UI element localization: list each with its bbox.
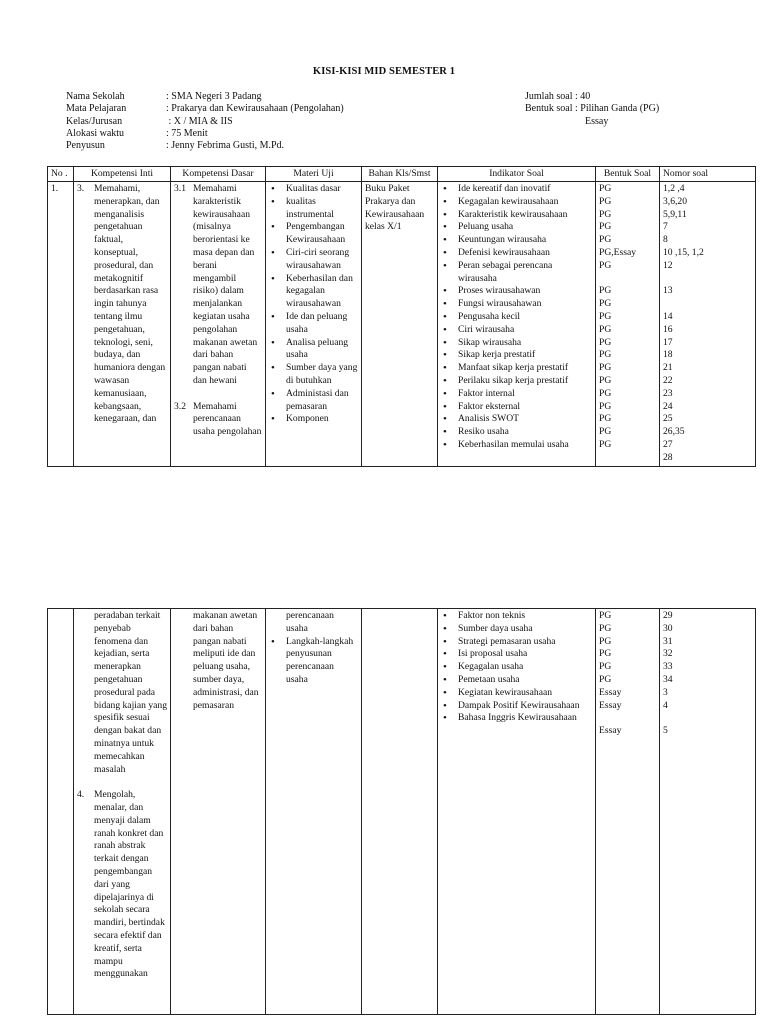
info-label: Alokasi waktu: [66, 127, 125, 139]
nomor-value: 31: [663, 635, 673, 647]
nomor-cell: [660, 182, 756, 467]
materi-item: • Ciri-ciri seorang wirausahawan: [269, 247, 358, 273]
indikator-item: • Resiko usaha: [441, 426, 592, 439]
grid-table-part-1: [47, 166, 756, 467]
row-number: [48, 609, 74, 1015]
info-label: Kelas/Jurusan: [66, 115, 123, 127]
materi-item: • Ide dan peluang usaha: [269, 311, 358, 337]
indikator-item: • Faktor eksternal: [441, 401, 592, 414]
nomor-value: 16: [663, 323, 673, 335]
table-row: [48, 609, 756, 1015]
indikator-item: • Bahasa Inggris Kewirausahaan: [441, 712, 592, 725]
bentuk-value: PG: [599, 622, 612, 634]
info-label: Mata Pelajaran: [66, 103, 127, 115]
ki-cell: [74, 609, 171, 1015]
indikator-item: • Pengusaha kecil: [441, 311, 592, 324]
nomor-value: 4: [663, 699, 668, 711]
nomor-value: 27: [663, 438, 673, 450]
indikator-list: [441, 610, 592, 725]
exam-info: [525, 91, 659, 128]
bahan-cell: Buku Paket Prakarya dan Kewirausahaan kelas X/1: [362, 182, 438, 467]
nomor-value: 22: [663, 374, 673, 386]
header-ki: Kompetensi Inti: [74, 167, 171, 182]
nomor-value: 3: [663, 686, 668, 698]
row-number: 1.: [48, 182, 74, 467]
info-row-class: [66, 116, 344, 128]
indikator-item: • Karakteristik kewirausahaan: [441, 209, 592, 222]
kd-number: 3.1: [174, 183, 186, 194]
nomor-value: 14: [663, 310, 673, 322]
bentuk-value: Essay: [599, 686, 622, 698]
header-indikator: Indikator Soal: [438, 167, 596, 182]
bentuk-value: PG: [599, 349, 612, 361]
materi-item: • Komponen: [269, 413, 358, 426]
bentuk-value: PG: [599, 285, 612, 297]
indikator-item: • Pemetaan usaha: [441, 674, 592, 687]
materi-item: • Keberhasilan dan kegagalan wirausahawan: [269, 273, 358, 311]
nomor-value: 28: [663, 451, 673, 463]
bentuk-value: PG: [599, 208, 612, 220]
materi-list: [269, 183, 358, 426]
info-row-subject: [66, 103, 344, 115]
bentuk-value: PG: [599, 610, 612, 621]
indikator-item: • Isi proposal usaha: [441, 648, 592, 661]
info-label: Nama Sekolah: [66, 91, 125, 102]
nomor-value: 7: [663, 221, 668, 233]
table-row: [48, 182, 756, 467]
info-value: : SMA Negeri 3 Padang: [166, 91, 262, 102]
bentuk-value: PG: [599, 221, 612, 233]
indikator-item: • Peran sebagai perencana wirausaha: [441, 260, 592, 286]
indikator-item: • Faktor internal: [441, 388, 592, 401]
indikator-item: • Fungsi wirausahawan: [441, 298, 592, 311]
bentuk-value: PG: [599, 426, 612, 438]
bentuk-value: PG: [599, 661, 612, 673]
nomor-value: 34: [663, 673, 673, 685]
bentuk-value: PG: [599, 234, 612, 246]
document-title: KISI-KISI MID SEMESTER 1: [312, 66, 456, 77]
bentuk-value: [599, 273, 656, 286]
header-no: No .: [48, 167, 74, 182]
header-materi: Materi Uji: [266, 167, 362, 182]
indikator-item: • Defenisi kewirausahaan: [441, 247, 592, 260]
bentuk-value: PG: [599, 387, 612, 399]
bentuk-cell: [596, 609, 660, 1015]
bentuk-value: [599, 712, 656, 725]
bentuk-list: [599, 610, 656, 738]
indikator-item: • Manfaat sikap kerja prestatif: [441, 362, 592, 375]
bentuk-value: PG: [599, 635, 612, 647]
nomor-value: [663, 298, 752, 311]
ki-cell: [74, 182, 171, 467]
bentuk-value: PG: [599, 298, 612, 310]
info-label: Penyusun: [66, 140, 105, 152]
kd-text: Memahami karakteristik kewirausahaan (misalnya berorientasi ke masa depan dan berani mengambil risiko) dalam menjalankan kegiatan usaha pengolahan makanan awetan dari bahan pangan nabati dan hewani: [193, 183, 258, 386]
header-bentuk: Bentuk Soal: [596, 167, 660, 182]
nomor-value: 30: [663, 622, 673, 634]
ki-text: Memahami, menerapkan, dan menganalisis pengetahuan faktual, konseptual, prosedural, dan metakognitif berdasarkan rasa ingin tahunya tentang ilmu pengetahuan, teknologi, seni, budaya, dan humaniora dengan wawasan kemanusiaan, kebangsaan, kenegaraan, dan: [94, 183, 166, 425]
bentuk-cell: [596, 182, 660, 467]
header-nomor: Nomor soal: [660, 167, 756, 182]
kd-cell: [171, 609, 266, 1015]
bentuk-value: PG: [599, 438, 612, 450]
nomor-value: [663, 712, 752, 725]
indikator-item: • Analisis SWOT: [441, 413, 592, 426]
info-row-school: [66, 91, 344, 103]
ki-number: 3.: [77, 183, 85, 194]
nomor-value: 5,9,11: [663, 208, 687, 220]
nomor-value: 18: [663, 349, 673, 361]
nomor-value: 8: [663, 234, 668, 246]
materi-list: [269, 636, 358, 687]
nomor-value: 10 ,15, 1,2: [663, 246, 704, 258]
indikator-item: • Keuntungan wirausaha: [441, 234, 592, 247]
materi-item: • Kualitas dasar: [269, 183, 358, 196]
info-value: : Jenny Febrima Gusti, M.Pd.: [166, 140, 285, 152]
bentuk-value: PG: [599, 310, 612, 322]
bentuk-value: Essay: [599, 699, 622, 711]
nomor-list: [663, 183, 752, 465]
nomor-value: 25: [663, 413, 673, 425]
bentuk-value: PG: [599, 413, 612, 425]
bahan-cell: [362, 609, 438, 1015]
bentuk-value: PG: [599, 400, 612, 412]
bentuk-value: PG,Essay: [599, 246, 637, 258]
indikator-item: • Kegiatan kewirausahaan: [441, 687, 592, 700]
bentuk-value: PG: [599, 673, 612, 685]
question-type: Bentuk soal : Pilihan Ganda (PG): [525, 103, 660, 115]
grid-table-part-2: [47, 608, 756, 1015]
nomor-value: 33: [663, 661, 673, 673]
nomor-value: 29: [663, 610, 673, 621]
bentuk-value: PG: [599, 323, 612, 335]
materi-text: perencanaan usaha: [286, 610, 334, 634]
indikator-cell: [438, 609, 596, 1015]
indikator-item: • Keberhasilan memulai usaha: [441, 439, 592, 452]
materi-item: • Pengembangan Kewirausahaan: [269, 221, 358, 247]
kd-cell: [171, 182, 266, 467]
nomor-value: [663, 273, 752, 286]
info-row-author: [66, 140, 344, 152]
nomor-value: 24: [663, 400, 673, 412]
bentuk-value: PG: [599, 183, 612, 194]
header-bahan: Bahan Kls/Smst: [362, 167, 438, 182]
bentuk-value: PG: [599, 259, 612, 271]
bentuk-value: Essay: [599, 725, 622, 737]
indikator-item: • Peluang usaha: [441, 221, 592, 234]
materi-item: • Sumber daya yang di butuhkan: [269, 362, 358, 388]
indikator-item: • Ciri wirausaha: [441, 324, 592, 337]
kd-text: makanan awetan dari bahan pangan nabati meliputi ide dan peluang usaha, sumber daya, administrasi, dan pemasaran: [193, 610, 259, 711]
info-value: : 75 Menit: [166, 127, 208, 139]
indikator-item: • Sikap kerja prestatif: [441, 349, 592, 362]
indikator-item: • Kegagalan usaha: [441, 661, 592, 674]
kd-text: Memahami perencanaan usaha pengolahan: [193, 400, 262, 438]
nomor-value: 3,6,20: [663, 195, 687, 207]
indikator-item: • Perilaku sikap kerja prestatif: [441, 375, 592, 388]
bentuk-value: PG: [599, 336, 612, 348]
nomor-list: [663, 610, 752, 738]
school-info: [66, 91, 344, 152]
indikator-item: • Kegagalan kewirausahaan: [441, 196, 592, 209]
indikator-item: • Faktor non teknis: [441, 610, 592, 623]
question-type-essay: Essay: [585, 115, 609, 127]
nomor-value: 1,2 ,4: [663, 183, 685, 194]
nomor-value: 12: [663, 259, 673, 271]
materi-cell: [266, 182, 362, 467]
ki-text: Mengolah, menalar, dan menyaji dalam ranah konkret dan ranah abstrak terkait dengan pengembangan dari yang dipelajarinya di sekolah secara mandiri, bertindak secara efektif dan kreatif, serta mampu menggunakan: [94, 789, 165, 980]
indikator-list: [441, 183, 592, 452]
nomor-value: 17: [663, 336, 673, 348]
nomor-value: 23: [663, 387, 673, 399]
materi-item: • Analisa peluang usaha: [269, 337, 358, 363]
nomor-cell: [660, 609, 756, 1015]
bentuk-value: PG: [599, 362, 612, 374]
materi-item: • Administasi dan pemasaran: [269, 388, 358, 414]
info-row-time: [66, 128, 344, 140]
info-value: : X / MIA & IIS: [166, 115, 233, 127]
bentuk-value: PG: [599, 648, 612, 660]
nomor-value: 5: [663, 725, 668, 737]
nomor-value: 26,35: [663, 426, 685, 438]
indikator-item: • Proses wirausahawan: [441, 285, 592, 298]
ki-text: peradaban terkait penyebab fenomena dan kejadian, serta menerapkan pengetahuan prosedural pada bidang kajian yang spesifik sesuai dengan bakat dan minatnya untuk memecahkan masalah: [94, 610, 167, 775]
ki-number: 4.: [77, 789, 85, 801]
kd-number: 3.2: [174, 400, 186, 412]
header-kd: Kompetensi Dasar: [171, 167, 266, 182]
indikator-item: • Ide kereatif dan inovatif: [441, 183, 592, 196]
materi-cell: [266, 609, 362, 1015]
bentuk-list: [599, 183, 656, 452]
indikator-item: • Dampak Positif Kewirausahaan: [441, 700, 592, 713]
nomor-value: 13: [663, 285, 673, 297]
nomor-value: 32: [663, 648, 673, 660]
question-count: Jumlah soal : 40: [525, 91, 591, 102]
bentuk-value: PG: [599, 374, 612, 386]
materi-item: • Langkah-langkah penyusunan perencanaan usaha: [269, 636, 358, 687]
indikator-item: • Sikap wirausaha: [441, 337, 592, 350]
materi-item: • kualitas instrumental: [269, 196, 358, 222]
indikator-item: • Sumber daya usaha: [441, 623, 592, 636]
table-header-row: [48, 167, 756, 182]
indikator-item: • Strategi pemasaran usaha: [441, 636, 592, 649]
info-value: : Prakarya dan Kewirausahaan (Pengolahan): [166, 103, 344, 115]
bentuk-value: PG: [599, 195, 612, 207]
indikator-cell: [438, 182, 596, 467]
nomor-value: 21: [663, 362, 673, 374]
